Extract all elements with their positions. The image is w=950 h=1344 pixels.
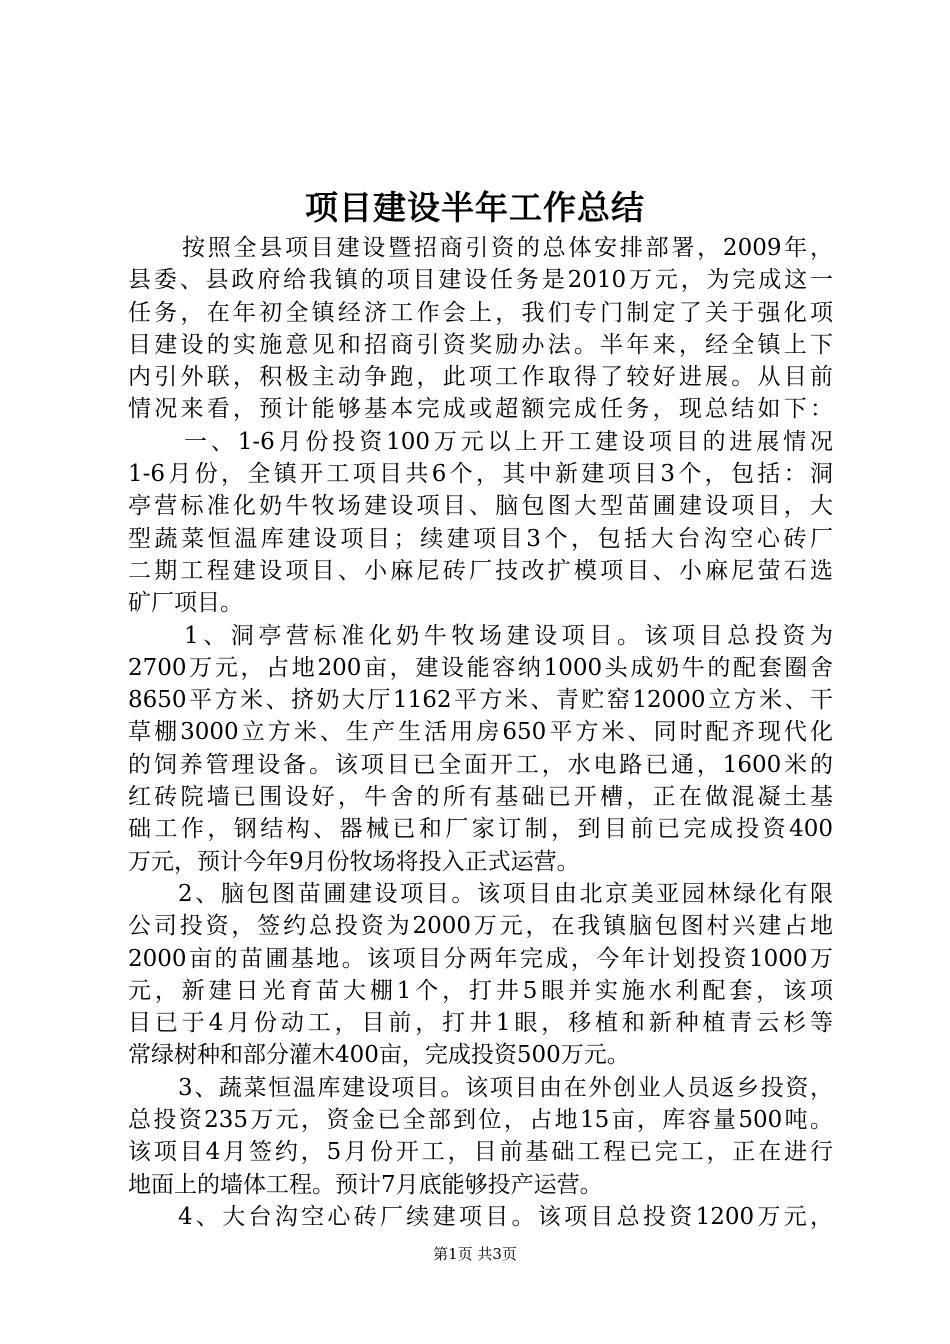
body-line-8: 1-6月份，全镇开工项目共6个，其中新建项目3个，包括：洞 bbox=[128, 461, 833, 488]
body-line-26: 常绿树种和部分灌木400亩，完成投资500万元。 bbox=[128, 1042, 630, 1069]
body-line-28: 总投资235万元，资金已全部到位，占地15亩，库容量500吨。 bbox=[128, 1107, 833, 1134]
body-line-1: 按照全县项目建设暨招商引资的总体安排部署，2009年， bbox=[182, 235, 833, 261]
body-line-25: 目已于4月份动工，目前，打井1眼，移植和新种植青云杉等 bbox=[128, 1010, 833, 1037]
body-line-18: 红砖院墙已围设好，牛舍的所有基础已开槽，正在做混凝土基 bbox=[128, 784, 833, 811]
body-line-21: 2、脑包图苗圃建设项目。该项目由北京美亚园林绿化有限 bbox=[178, 880, 833, 907]
body-line-9: 亭营标准化奶牛牧场建设项目、脑包图大型苗圃建设项目，大 bbox=[128, 493, 833, 520]
body-line-19: 础工作，钢结构、器械已和厂家订制，到目前已完成投资400 bbox=[128, 816, 833, 843]
body-line-29: 该项目4月签约，5月份开工，目前基础工程已完工，正在进行 bbox=[128, 1139, 833, 1166]
document-title: 项目建设半年工作总结 bbox=[305, 188, 645, 227]
body-line-6: 情况来看，预计能够基本完成或超额完成任务，现总结如下： bbox=[128, 396, 833, 423]
body-line-14: 2700万元，占地200亩，建设能容纳1000头成奶牛的配套圈舍 bbox=[128, 654, 833, 681]
body-line-5: 内引外联，积极主动争跑，此项工作取得了较好进展。从目前 bbox=[128, 364, 833, 391]
body-line-20: 万元，预计今年9月份牧场将投入正式运营。 bbox=[128, 848, 580, 875]
body-line-11: 二期工程建设项目、小麻尼砖厂技改扩模项目、小麻尼萤石选 bbox=[128, 557, 833, 584]
document-body bbox=[128, 232, 833, 1233]
body-line-24: 元，新建日光育苗大棚1个，打井5眼并实施水利配套，该项 bbox=[128, 977, 833, 1004]
body-line-23: 2000亩的苗圃基地。该项目分两年完成，今年计划投资1000万 bbox=[128, 945, 833, 972]
body-line-22: 公司投资，签约总投资为2000万元，在我镇脑包图村兴建占地 bbox=[128, 913, 833, 940]
body-line-13: 1、洞亭营标准化奶牛牧场建设项目。该项目总投资为 bbox=[184, 622, 833, 649]
body-line-27: 3、蔬菜恒温库建设项目。该项目由在外创业人员返乡投资， bbox=[178, 1074, 833, 1101]
page-number-footer: 第1页 共3页 bbox=[433, 1245, 517, 1263]
body-line-30: 地面上的墙体工程。预计7月底能够投产运营。 bbox=[128, 1171, 603, 1198]
body-line-10: 型蔬菜恒温库建设项目；续建项目3个，包括大台沟空心砖厂 bbox=[128, 525, 833, 552]
body-line-2: 县委、县政府给我镇的项目建设任务是2010万元，为完成这一 bbox=[128, 267, 833, 294]
body-line-31: 4、大台沟空心砖厂续建项目。该项目总投资1200万元， bbox=[178, 1203, 833, 1230]
body-line-3: 任务，在年初全镇经济工作会上，我们专门制定了关于强化项 bbox=[128, 299, 833, 326]
body-line-15: 8650平方米、挤奶大厅1162平方米、青贮窑12000立方米、干 bbox=[128, 687, 833, 714]
section-heading-1: 一、1-6月份投资100万元以上开工建设项目的进展情况 bbox=[184, 428, 833, 455]
body-line-12: 矿厂项目。 bbox=[128, 590, 243, 617]
body-line-16: 草棚3000立方米、生产生活用房650平方米、同时配齐现代化 bbox=[128, 719, 833, 746]
body-line-4: 目建设的实施意见和招商引资奖励办法。半年来，经全镇上下 bbox=[128, 331, 833, 358]
body-line-17: 的饲养管理设备。该项目已全面开工，水电路已通，1600米的 bbox=[128, 751, 833, 778]
